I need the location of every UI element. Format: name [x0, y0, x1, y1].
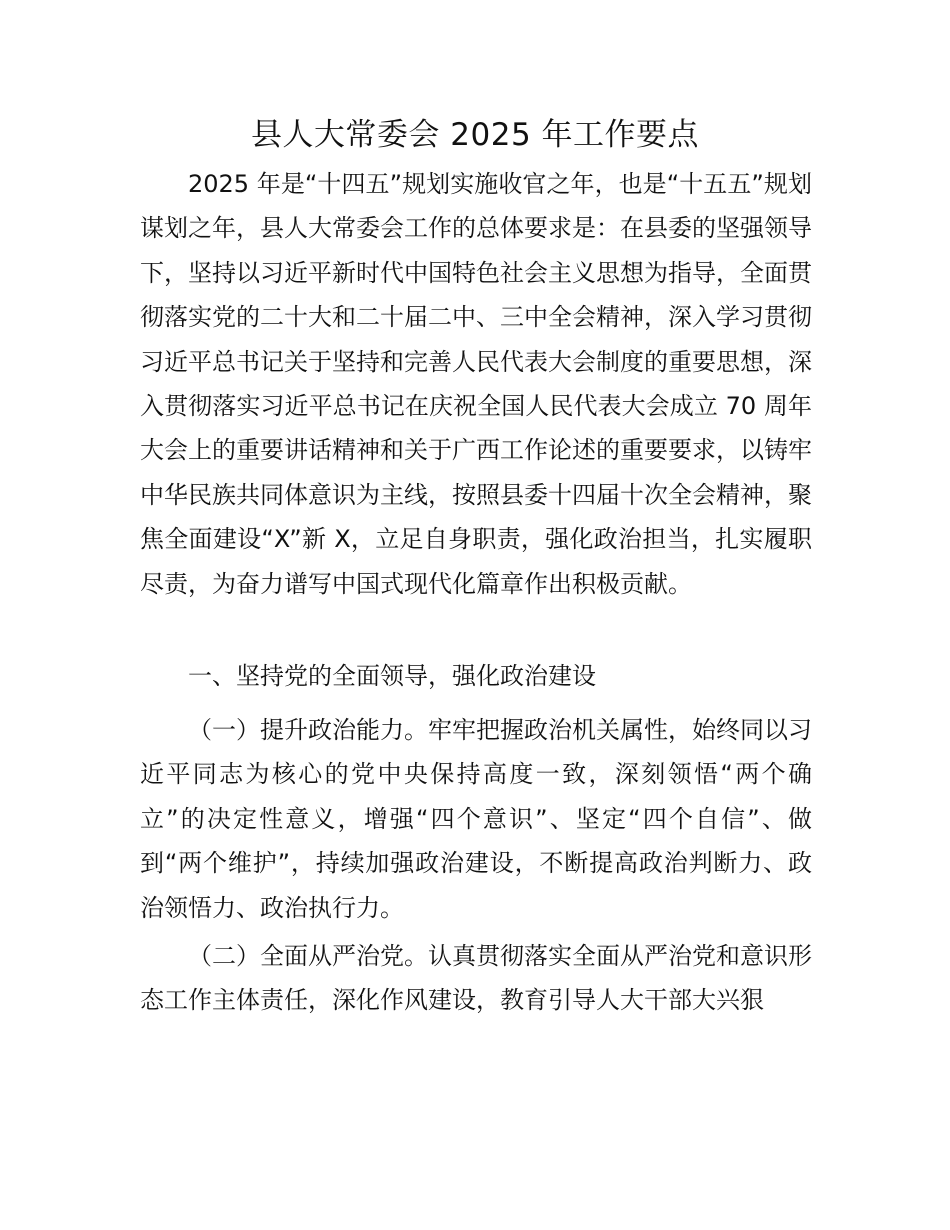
item-paragraph-1: （一）提升政治能力。牢牢把握政治机关属性，始终同以习近平同志为核心的党中央保持高度一致，深刻领悟“两个确立”的决定性意义，增强“四个意识”、坚定“四个自信”、做到“两个维护”，持续加强政治建设，不断提高政治判断力、政治领悟力、政治执行力。: [140, 716, 812, 922]
document-title: 县人大常委会 2025 年工作要点: [250, 117, 700, 153]
item-paragraph-2: （二）全面从严治党。认真贯彻落实全面从严治党和意识形态工作主体责任，深化作风建设，教育引导人大干部大兴狠: [140, 942, 812, 1015]
section-heading: 一、坚持党的全面领导，强化政治建设: [188, 662, 596, 690]
intro-paragraph: 2025 年是“十四五”规划实施收官之年，也是“十五五”规划谋划之年，县人大常委会工作的总体要求是：在县委的坚强领导下，坚持以习近平新时代中国特色社会主义思想为指导，全面贯彻落实党的二十大和二十届二中、三中全会精神，深入学习贯彻习近平总书记关于坚持和完善人民代表大会制度的重要思想，深入贯彻落实习近平总书记在庆祝全国人民代表大会成立 70 周年大会上的重要讲话精神和关于广西工作论述的重要要求，以铸牢中华民族共同体意识为主线，按照县委十四届十次全会精神，聚焦全面建设“X”新 X，立足自身职责，强化政治担当，扎实履职尽责，为奋力谱写中国式现代化篇章作出积极贡献。: [140, 170, 812, 598]
